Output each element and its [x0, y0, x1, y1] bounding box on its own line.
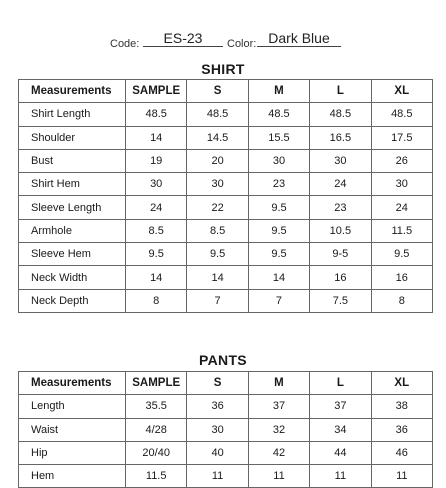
measurement-name: Armhole — [19, 219, 126, 242]
measurement-value: 35.5 — [126, 395, 187, 418]
measurement-name: Shirt Hem — [19, 173, 126, 196]
measurement-value: 36 — [371, 418, 432, 441]
measurement-value: 11.5 — [371, 219, 432, 242]
measurement-value: 36 — [187, 395, 248, 418]
measurement-value: 22 — [187, 196, 248, 219]
measurement-value: 19 — [126, 149, 187, 172]
measurement-value: 48.5 — [248, 103, 309, 126]
measurement-name: Sleeve Hem — [19, 243, 126, 266]
measurement-value: 30 — [126, 173, 187, 196]
measurement-name: Waist — [19, 418, 126, 441]
measurement-value: 9.5 — [187, 243, 248, 266]
table-row — [19, 103, 433, 126]
measurement-value: 46 — [371, 441, 432, 464]
measurement-value: 48.5 — [187, 103, 248, 126]
column-header: SAMPLE — [126, 372, 187, 395]
measurement-name: Shirt Length — [19, 103, 126, 126]
measurement-value: 26 — [371, 149, 432, 172]
measurement-value: 30 — [187, 173, 248, 196]
table-header-row — [19, 80, 433, 103]
measurement-value: 14 — [126, 266, 187, 289]
measurement-name: Hem — [19, 465, 126, 488]
measurement-value: 42 — [248, 441, 309, 464]
column-header: L — [310, 372, 371, 395]
measurement-value: 17.5 — [371, 126, 432, 149]
color-label: Color: — [227, 38, 257, 50]
measurement-value: 11.5 — [126, 465, 187, 488]
measurement-value: 24 — [126, 196, 187, 219]
column-header: L — [310, 80, 371, 103]
column-header: SAMPLE — [126, 80, 187, 103]
column-header: XL — [371, 80, 432, 103]
measurement-name: Hip — [19, 441, 126, 464]
measurement-value: 14 — [126, 126, 187, 149]
pants-size-table — [18, 371, 433, 488]
measurement-value: 14.5 — [187, 126, 248, 149]
color-value: Dark Blue — [257, 30, 341, 47]
code-value: ES-23 — [143, 30, 223, 47]
measurement-name: Length — [19, 395, 126, 418]
measurement-value: 7 — [187, 289, 248, 312]
measurement-value: 16 — [371, 266, 432, 289]
measurement-value: 16.5 — [310, 126, 371, 149]
measurement-value: 48.5 — [371, 103, 432, 126]
measurement-value: 14 — [248, 266, 309, 289]
table-row — [19, 266, 433, 289]
measurement-name: Sleeve Length — [19, 196, 126, 219]
table-row — [19, 173, 433, 196]
measurement-value: 8.5 — [187, 219, 248, 242]
shirt-title: SHIRT — [201, 61, 245, 77]
pants-title: PANTS — [199, 352, 247, 368]
measurement-value: 30 — [310, 149, 371, 172]
table-row — [19, 126, 433, 149]
measurement-value: 8 — [371, 289, 432, 312]
column-header: M — [248, 372, 309, 395]
measurement-value: 37 — [310, 395, 371, 418]
shirt-size-table — [18, 79, 433, 313]
column-header: Measurements — [19, 372, 126, 395]
table-row — [19, 441, 433, 464]
column-header: Measurements — [19, 80, 126, 103]
measurement-value: 44 — [310, 441, 371, 464]
measurement-value: 23 — [310, 196, 371, 219]
table-header-row — [19, 372, 433, 395]
measurement-value: 48.5 — [310, 103, 371, 126]
measurement-value: 16 — [310, 266, 371, 289]
column-header: XL — [371, 372, 432, 395]
measurement-value: 8.5 — [126, 219, 187, 242]
pants-table-body — [19, 395, 433, 488]
measurement-value: 9.5 — [248, 243, 309, 266]
measurement-value: 4/28 — [126, 418, 187, 441]
code-label: Code: — [110, 38, 140, 50]
measurement-value: 14 — [187, 266, 248, 289]
table-row — [19, 196, 433, 219]
measurement-value: 11 — [310, 465, 371, 488]
measurement-value: 9.5 — [126, 243, 187, 266]
table-row — [19, 149, 433, 172]
table-row — [19, 395, 433, 418]
measurement-value: 11 — [187, 465, 248, 488]
shirt-table-body — [19, 103, 433, 313]
measurement-value: 11 — [371, 465, 432, 488]
table-row — [19, 418, 433, 441]
column-header: S — [187, 80, 248, 103]
measurement-value: 23 — [248, 173, 309, 196]
measurement-value: 40 — [187, 441, 248, 464]
measurement-value: 30 — [371, 173, 432, 196]
measurement-value: 20/40 — [126, 441, 187, 464]
measurement-value: 11 — [248, 465, 309, 488]
measurement-value: 48.5 — [126, 103, 187, 126]
measurement-name: Shoulder — [19, 126, 126, 149]
measurement-value: 8 — [126, 289, 187, 312]
measurement-value: 24 — [310, 173, 371, 196]
measurement-value: 9.5 — [248, 196, 309, 219]
table-row — [19, 465, 433, 488]
measurement-value: 7.5 — [310, 289, 371, 312]
table-row — [19, 289, 433, 312]
measurement-value: 30 — [187, 418, 248, 441]
measurement-value: 30 — [248, 149, 309, 172]
column-header: M — [248, 80, 309, 103]
measurement-value: 32 — [248, 418, 309, 441]
measurement-value: 24 — [371, 196, 432, 219]
measurement-value: 37 — [248, 395, 309, 418]
brand-name — [0, 0, 446, 1]
table-row — [19, 243, 433, 266]
measurement-value: 38 — [371, 395, 432, 418]
column-header: S — [187, 372, 248, 395]
measurement-value: 9.5 — [248, 219, 309, 242]
measurement-value: 7 — [248, 289, 309, 312]
measurement-value: 15.5 — [248, 126, 309, 149]
measurement-value: 34 — [310, 418, 371, 441]
measurement-value: 9-5 — [310, 243, 371, 266]
table-row — [19, 219, 433, 242]
measurement-name: Neck Depth — [19, 289, 126, 312]
measurement-value: 10.5 — [310, 219, 371, 242]
measurement-value: 9.5 — [371, 243, 432, 266]
measurement-name: Bust — [19, 149, 126, 172]
measurement-value: 20 — [187, 149, 248, 172]
measurement-name: Neck Width — [19, 266, 126, 289]
